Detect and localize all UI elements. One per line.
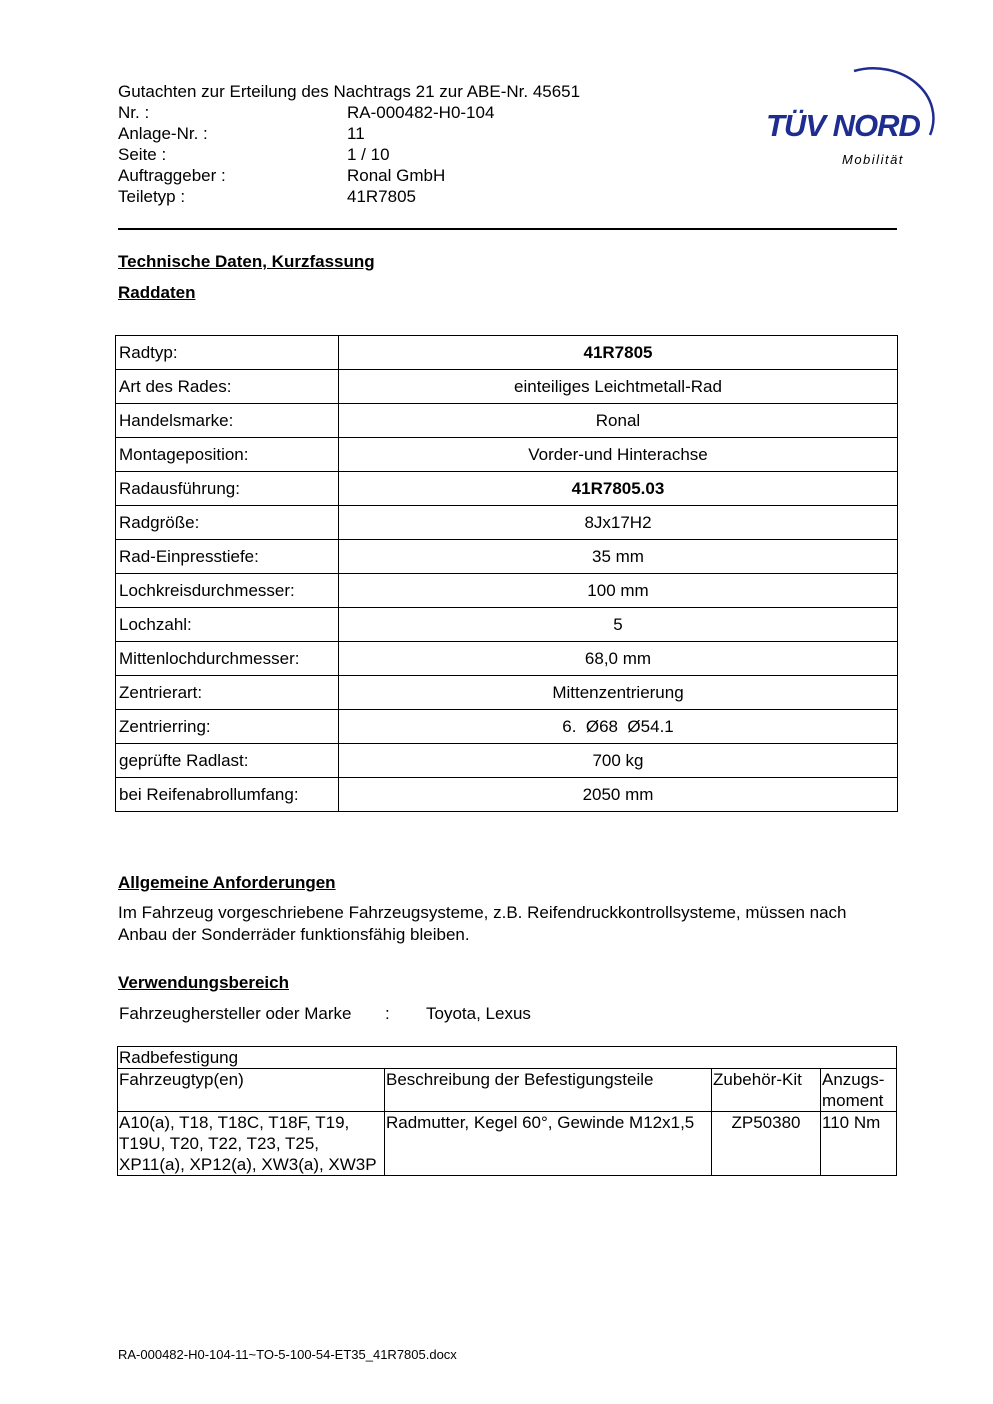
table-row — [116, 404, 898, 438]
manufacturer-value: Toyota, Lexus — [426, 1004, 531, 1023]
wheel-value: 2050 mm — [339, 778, 898, 812]
wheel-key: Radtyp: — [116, 336, 339, 370]
wheel-key: Lochzahl: — [116, 608, 339, 642]
fixing-title: Radbefestigung — [118, 1047, 897, 1069]
table-row — [116, 710, 898, 744]
wheel-value: 68,0 mm — [339, 642, 898, 676]
wheel-value: 700 kg — [339, 744, 898, 778]
accessory-kit-cell: ZP50380 — [712, 1112, 821, 1176]
fixing-title-row — [118, 1047, 897, 1069]
logo-subtitle: Mobilität — [842, 152, 904, 167]
column-header: Fahrzeugtyp(en) — [118, 1069, 385, 1112]
table-row — [116, 336, 898, 370]
wheel-key: Mittenlochdurchmesser: — [116, 642, 339, 676]
header-key: Anlage-Nr. : — [118, 124, 208, 143]
document-title: Gutachten zur Erteilung des Nachtrags 21 zur ABE-Nr. 45651 — [118, 82, 581, 101]
table-row — [116, 608, 898, 642]
wheel-value: 35 mm — [339, 540, 898, 574]
header-value: 11 — [347, 124, 365, 143]
table-row — [116, 642, 898, 676]
document-header — [118, 81, 580, 207]
footer-filename: RA-000482-H0-104-11~TO-5-100-54-ET35_41R7805.docx — [118, 1347, 457, 1362]
wheel-key: Radausführung: — [116, 472, 339, 506]
wheel-value: einteiliges Leichtmetall-Rad — [339, 370, 898, 404]
header-value: 41R7805 — [347, 187, 417, 206]
column-header: Anzugs-moment — [821, 1069, 897, 1112]
header-row-auftraggeber — [118, 165, 580, 186]
table-row — [116, 676, 898, 710]
header-divider — [118, 228, 897, 230]
wheel-key: Montageposition: — [116, 438, 339, 472]
table-row — [116, 778, 898, 812]
header-row-anlage — [118, 123, 580, 144]
wheel-value: Vorder-und Hinterachse — [339, 438, 898, 472]
table-row — [116, 472, 898, 506]
table-row — [118, 1112, 897, 1176]
wheel-data-table — [115, 335, 898, 812]
logo-brand: TÜV NORD — [766, 108, 920, 143]
torque-cell: 110 Nm — [821, 1112, 897, 1176]
wheel-key: geprüfte Radlast: — [116, 744, 339, 778]
table-row — [116, 370, 898, 404]
wheel-key: Radgröße: — [116, 506, 339, 540]
header-key: Teiletyp : — [118, 187, 186, 206]
table-row — [116, 540, 898, 574]
header-row-nr — [118, 102, 580, 123]
table-row — [116, 744, 898, 778]
wheel-key: Handelsmarke: — [116, 404, 339, 438]
wheel-value: Mittenzentrierung — [339, 676, 898, 710]
wheel-value: Ronal — [339, 404, 898, 438]
column-header: Beschreibung der Befestigungsteile — [385, 1069, 712, 1112]
general-requirements-text: Im Fahrzeug vorgeschriebene Fahrzeugsysteme, z.B. Reifendruckkontrollsysteme, müssen nach Anbau der Sonderräder funktionsfähig bleiben. — [118, 903, 847, 944]
wheel-value: 100 mm — [339, 574, 898, 608]
fixing-header-row — [118, 1069, 897, 1112]
column-header: Zubehör-Kit — [712, 1069, 821, 1112]
header-value: Ronal GmbH — [347, 166, 446, 185]
wheel-value: 6. Ø68 Ø54.1 — [339, 710, 898, 744]
section-heading-technical: Technische Daten, Kurzfassung — [118, 252, 375, 271]
wheel-key: Lochkreisdurchmesser: — [116, 574, 339, 608]
fixing-description-cell: Radmutter, Kegel 60°, Gewinde M12x1,5 — [385, 1112, 712, 1176]
wheel-key: Zentrierart: — [116, 676, 339, 710]
table-row — [116, 438, 898, 472]
header-value: RA-000482-H0-104 — [347, 103, 495, 122]
manufacturer-separator: : — [385, 1004, 390, 1023]
header-key: Seite : — [118, 145, 167, 164]
header-key: Nr. : — [118, 103, 150, 122]
manufacturer-line — [119, 1004, 531, 1024]
wheel-value: 41R7805.03 — [339, 472, 898, 506]
wheel-value: 8Jx17H2 — [339, 506, 898, 540]
wheel-key: bei Reifenabrollumfang: — [116, 778, 339, 812]
tuv-nord-logo — [762, 57, 942, 172]
section-heading-general: Allgemeine Anforderungen — [118, 873, 336, 892]
fixing-table — [117, 1046, 897, 1176]
section-heading-wheel: Raddaten — [118, 283, 196, 302]
wheel-key: Zentrierring: — [116, 710, 339, 744]
wheel-key: Rad-Einpresstiefe: — [116, 540, 339, 574]
vehicle-types-cell: A10(a), T18, T18C, T18F, T19, T19U, T20, T22, T23, T25, XP11(a), XP12(a), XW3(a), XW3P — [118, 1112, 385, 1176]
wheel-value: 41R7805 — [339, 336, 898, 370]
wheel-value: 5 — [339, 608, 898, 642]
table-row — [116, 574, 898, 608]
header-row-teiletyp — [118, 186, 580, 207]
section-heading-usage: Verwendungsbereich — [118, 973, 289, 992]
wheel-key: Art des Rades: — [116, 370, 339, 404]
header-value: 1 / 10 — [347, 145, 390, 164]
table-row — [116, 506, 898, 540]
header-key: Auftraggeber : — [118, 166, 226, 185]
header-row-seite — [118, 144, 580, 165]
manufacturer-label: Fahrzeughersteller oder Marke — [119, 1004, 352, 1023]
